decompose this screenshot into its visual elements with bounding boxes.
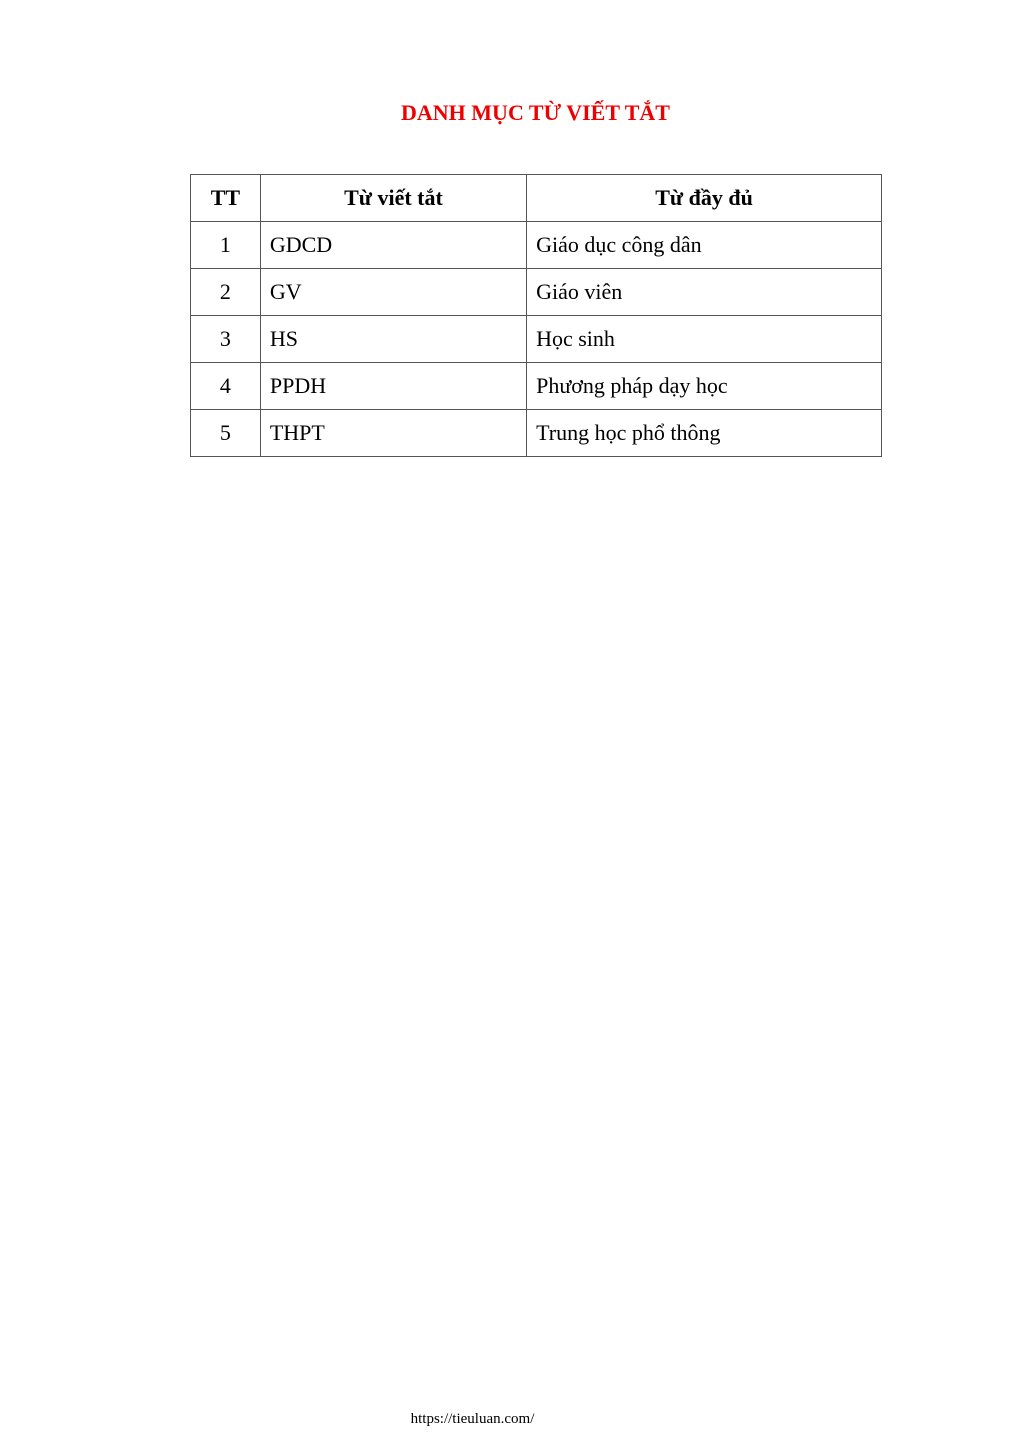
row-abbreviation: GDCD bbox=[260, 222, 526, 269]
table-row bbox=[191, 363, 882, 410]
row-full-term: Học sinh bbox=[527, 316, 882, 363]
row-full-term: Phương pháp dạy học bbox=[527, 363, 882, 410]
table-row bbox=[191, 269, 882, 316]
page-title: DANH MỤC TỪ VIẾT TẮT bbox=[401, 100, 670, 125]
header-full-term: Từ đầy đủ bbox=[527, 175, 882, 222]
row-abbreviation: THPT bbox=[260, 410, 526, 457]
row-number: 2 bbox=[191, 269, 261, 316]
row-number: 5 bbox=[191, 410, 261, 457]
header-tt: TT bbox=[191, 175, 261, 222]
table-row bbox=[191, 222, 882, 269]
row-number: 3 bbox=[191, 316, 261, 363]
abbreviation-table bbox=[190, 174, 882, 457]
row-abbreviation: HS bbox=[260, 316, 526, 363]
table-row bbox=[191, 316, 882, 363]
row-full-term: Giáo dục công dân bbox=[527, 222, 882, 269]
footer-url[interactable]: https://tieuluan.com/ bbox=[410, 1411, 535, 1427]
row-number: 4 bbox=[191, 363, 261, 410]
row-number: 1 bbox=[191, 222, 261, 269]
row-full-term: Giáo viên bbox=[527, 269, 882, 316]
table-header-row bbox=[191, 175, 882, 222]
row-abbreviation: PPDH bbox=[260, 363, 526, 410]
row-full-term: Trung học phổ thông bbox=[527, 410, 882, 457]
row-abbreviation: GV bbox=[260, 269, 526, 316]
header-abbreviation: Từ viết tắt bbox=[260, 175, 526, 222]
table-row bbox=[191, 410, 882, 457]
